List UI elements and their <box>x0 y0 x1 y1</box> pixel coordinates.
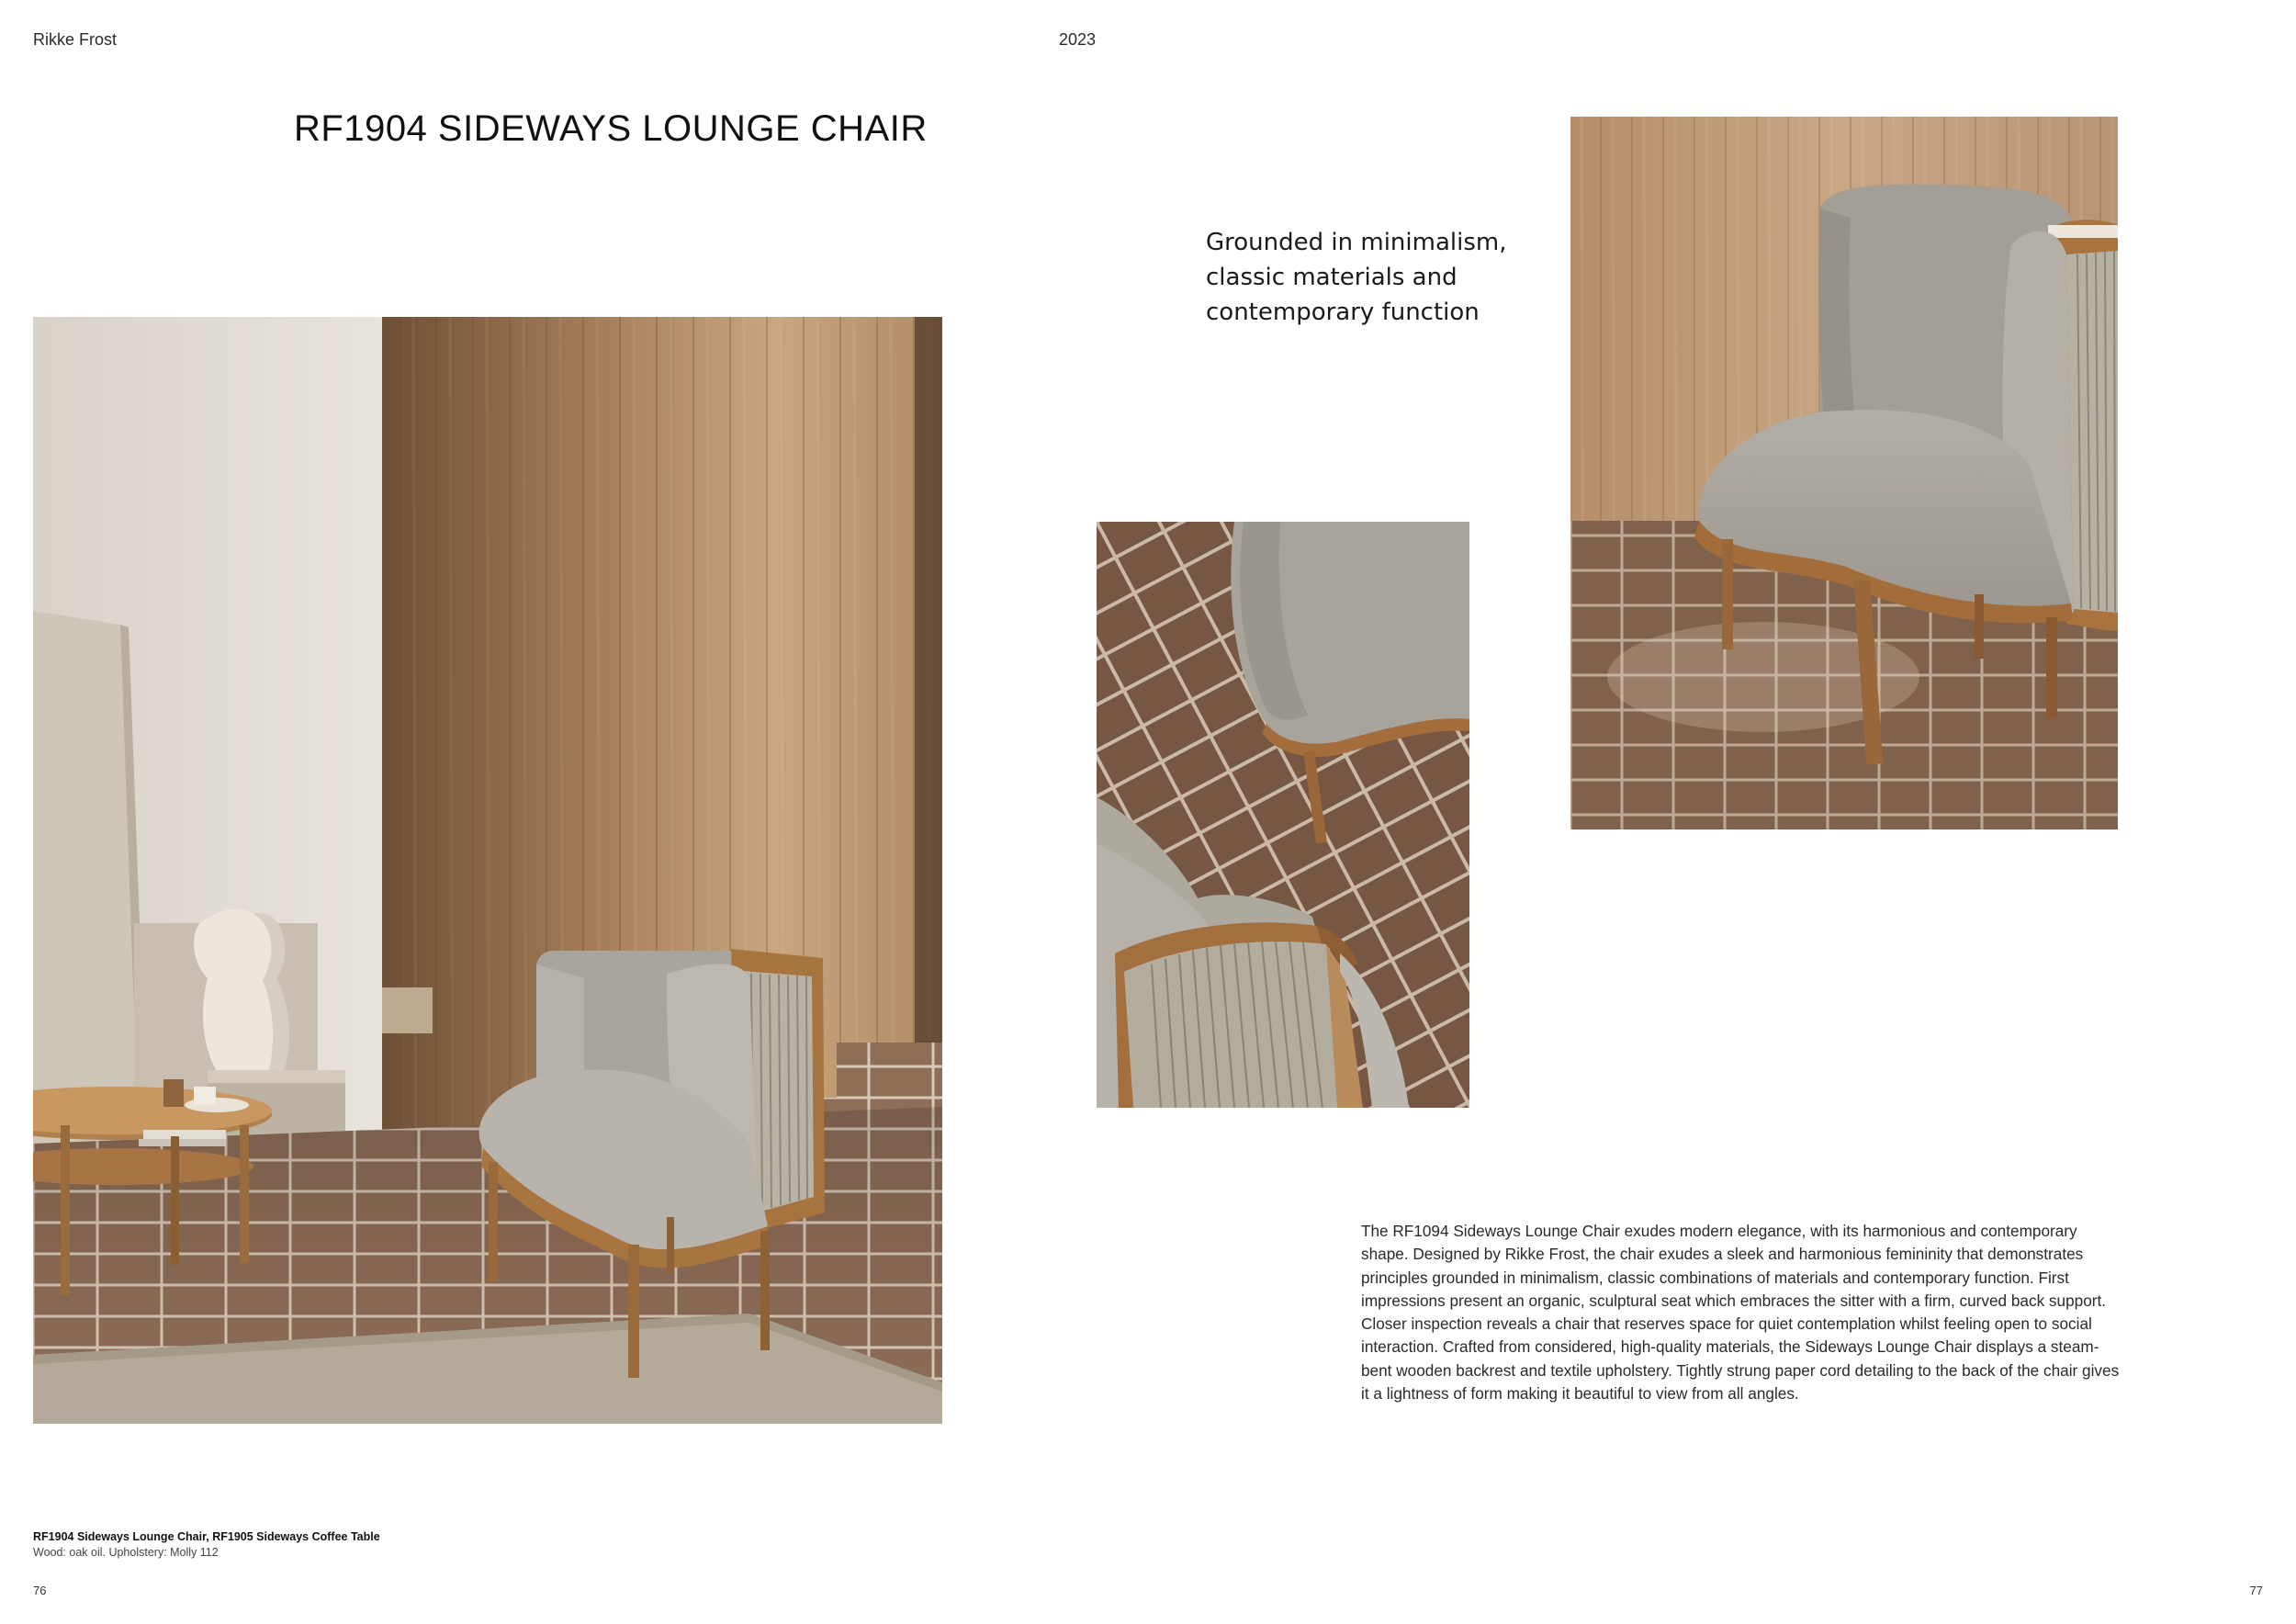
photo-caption-detail: Wood: oak oil. Upholstery: Molly 112 <box>33 1546 219 1559</box>
chair-detail-photo <box>1097 522 1469 1108</box>
photo-caption-title: RF1904 Sideways Lounge Chair, RF1905 Sideways Coffee Table <box>33 1530 380 1543</box>
page-number-right: 77 <box>2249 1584 2263 1597</box>
chair-side-photo <box>1570 117 2118 829</box>
page-number-left: 76 <box>33 1584 47 1597</box>
header-author: Rikke Frost <box>33 30 118 49</box>
tagline: Grounded in minimalism, classic materials and contemporary function <box>1206 229 1507 326</box>
lounge-scene-photo <box>33 317 942 1424</box>
body-paragraph: The RF1094 Sideways Lounge Chair exudes modern elegance, with its harmonious and contemporary shape. Designed by Rikke Frost, the chair exudes a sleek and harmonious femininity that demonstrates principles grounded in minimalism, classic combinations of materials and contemporary function. First impressions present an organic, sculptural seat which embraces the sitter with a firm, curved back support. Closer inspection reveals a chair that reserves space for quiet contemplation whilst feeling open to social interaction. Crafted from considered, high-quality materials, the Sideways Lounge Chair displays a steam-bent wooden backrest and textile upholstery. Tightly strung paper cord detailing to the back of the chair gives it a lightness of form making it beautiful to view from all angles. <box>1361 1222 2120 1404</box>
page-title: RF1904 SIDEWAYS LOUNGE CHAIR <box>294 108 928 149</box>
header-year: 2023 <box>1059 30 1097 49</box>
